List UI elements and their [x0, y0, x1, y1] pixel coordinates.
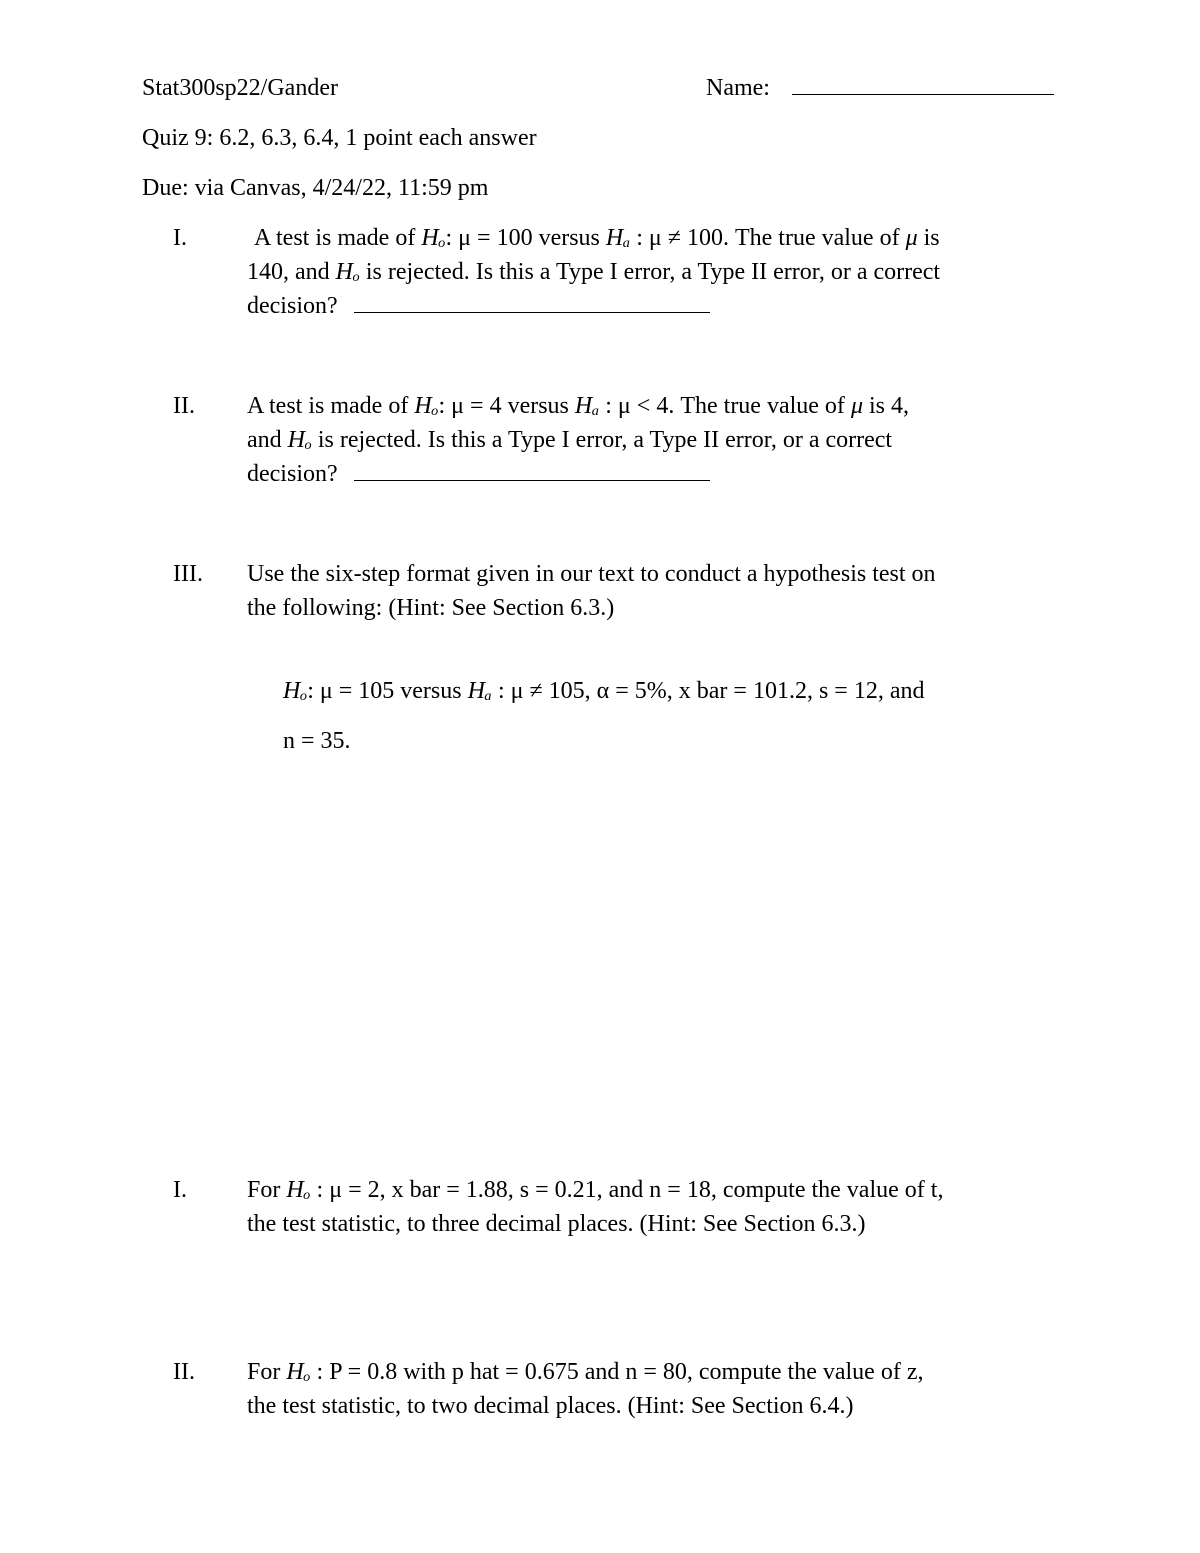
q2-line-1	[247, 389, 909, 423]
q2-text-e: and	[247, 427, 288, 453]
q1-text-f: is rejected. Is this a Type I error, a Type II error, or a correct	[359, 259, 941, 285]
q1-text-d: is	[917, 225, 940, 251]
h0-symbol: Hₒ	[287, 427, 312, 453]
h0-symbol: Hₒ	[421, 225, 446, 251]
q1-line-3	[247, 289, 710, 323]
q2-text-a: A test is made of	[247, 393, 415, 419]
q5-text-b: : P = 0.8 with p hat = 0.675 and n = 80, compute the value of z,	[310, 1359, 924, 1385]
q4-text-a: For	[247, 1177, 287, 1203]
ha-symbol: Hₐ	[467, 678, 492, 704]
mu-symbol: μ	[850, 393, 863, 419]
h0-symbol: Hₒ	[286, 1177, 311, 1203]
h0-symbol: Hₒ	[335, 259, 360, 285]
h0-symbol: Hₒ	[286, 1359, 311, 1385]
q1-text-b: : μ = 100 versus	[445, 225, 606, 251]
name-field	[706, 71, 1054, 105]
q2-answer-blank[interactable]	[354, 460, 710, 481]
q1-text-e: 140, and	[247, 259, 336, 285]
h0-symbol: Hₒ	[283, 678, 308, 704]
course-header: Stat300sp22/Gander	[142, 75, 338, 101]
q2-text-b: : μ = 4 versus	[438, 393, 575, 419]
q4-line-1	[247, 1173, 943, 1207]
q2-number: II.	[173, 393, 195, 419]
q3-formula-line-2: n = 35.	[283, 728, 351, 754]
q1-number: I.	[173, 225, 187, 251]
q2-line-3	[247, 457, 710, 491]
q3-number: III.	[173, 561, 203, 587]
q5-text-a: For	[247, 1359, 287, 1385]
quiz-line: Quiz 9: 6.2, 6.3, 6.4, 1 point each answer	[142, 125, 537, 151]
q4-line-2: the test statistic, to three decimal places. (Hint: See Section 6.3.)	[247, 1211, 866, 1237]
name-blank[interactable]	[792, 74, 1054, 95]
ha-symbol: Hₐ	[574, 393, 600, 419]
q4-text-b: : μ = 2, x bar = 1.88, s = 0.21, and n = 18, compute the value of t,	[310, 1177, 944, 1203]
mu-symbol: μ	[905, 225, 918, 251]
q1-text-a: A test is made of	[254, 225, 422, 251]
q2-text-d: is 4,	[862, 393, 909, 419]
q5-number: II.	[173, 1359, 195, 1385]
q2-line-2	[247, 423, 892, 457]
q3-formula-b: : μ = 105 versus	[307, 678, 468, 704]
q3-formula-line-1	[283, 674, 924, 708]
h0-symbol: Hₒ	[414, 393, 439, 419]
q2-text-f: is rejected. Is this a Type I error, a Type II error, or a correct	[311, 427, 893, 453]
name-label: Name:	[706, 75, 770, 101]
q1-line-2	[247, 255, 940, 289]
ha-symbol: Hₐ	[605, 225, 631, 251]
q1-line-1	[254, 221, 940, 255]
due-line: Due: via Canvas, 4/24/22, 11:59 pm	[142, 175, 489, 201]
q4-number: I.	[173, 1177, 187, 1203]
q3-line-2: the following: (Hint: See Section 6.3.)	[247, 595, 615, 621]
q3-line-1: Use the six-step format given in our text to conduct a hypothesis test on	[247, 561, 936, 587]
q2-text-c: : μ < 4. The true value of	[599, 393, 851, 419]
q5-line-1	[247, 1355, 923, 1389]
q1-decision-label: decision?	[247, 293, 338, 319]
q3-formula-c: : μ ≠ 105, α = 5%, x bar = 101.2, s = 12, and	[491, 678, 925, 704]
q1-text-c: : μ ≠ 100. The true value of	[630, 225, 906, 251]
q2-decision-label: decision?	[247, 461, 338, 487]
q5-line-2: the test statistic, to two decimal places. (Hint: See Section 6.4.)	[247, 1393, 854, 1419]
q1-answer-blank[interactable]	[354, 292, 710, 313]
